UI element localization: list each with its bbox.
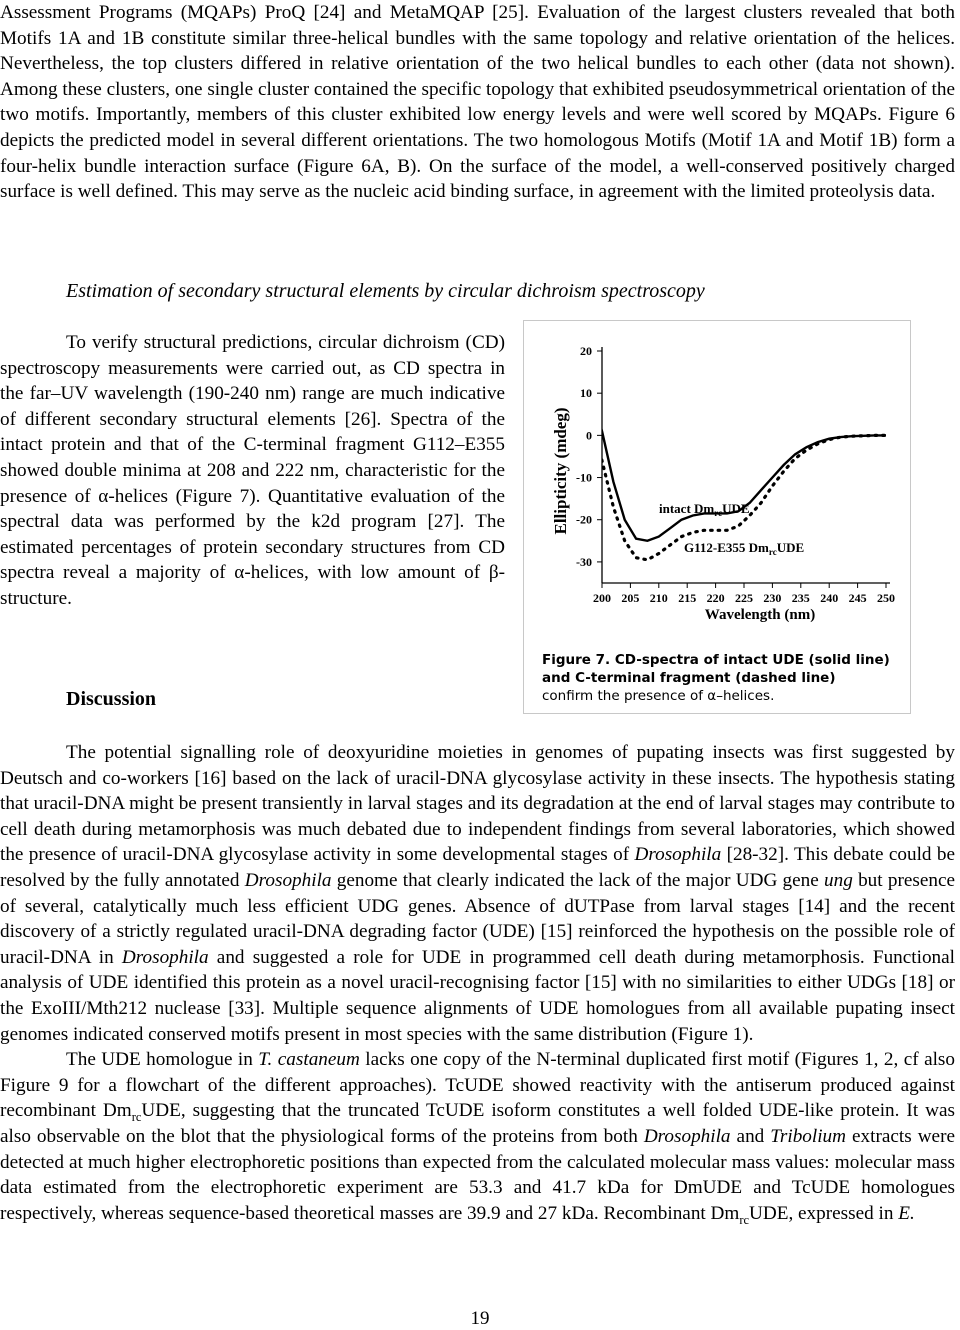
cd-paragraph bbox=[0, 330, 505, 612]
discussion-paragraph-1 bbox=[0, 740, 955, 1047]
x-tick-label: 245 bbox=[848, 591, 867, 605]
y-tick-label: 10 bbox=[580, 386, 592, 401]
x-tick-label: 240 bbox=[820, 591, 839, 605]
x-tick-label: 210 bbox=[649, 591, 668, 605]
d2-text-b: lacks one copy of the N-terminal duplicated first motif (Figures 1, 2, cf also Figure 9 for a flowchart of the different approaches). TcUDE showed reactivity with the antiserum produced against recombinant Dm bbox=[0, 1049, 955, 1122]
d2-tribolium: Tribolium bbox=[770, 1125, 846, 1147]
series-line-fragment bbox=[574, 351, 886, 560]
label-fragment-post: UDE bbox=[776, 540, 805, 555]
y-axis-label: Ellipticity (mdeg) bbox=[551, 407, 570, 535]
d2-text-c: UDE, suggesting that the truncated TcUDE isoform constitutes a well folded UDE-like protein. It was also observable on the blot that the physiological forms of the proteins from both bbox=[0, 1100, 955, 1147]
x-tick-label: 230 bbox=[763, 591, 782, 605]
d1-text-b: [28-32]. This debate could be resolved by the fully annotated bbox=[0, 844, 955, 891]
label-fragment bbox=[684, 540, 804, 557]
d1-ung: ung bbox=[824, 869, 853, 891]
caption-plain: confirm the presence of α–helices. bbox=[542, 688, 775, 704]
d1-text-e: and suggested a role for UDE in programmed cell death during metamorphosis. Functional analysis of UDE identified this protein as a novel uracil-recognising factor [15] with no similarities to either UDGs [18] or the ExoIII/Mth212 nuclease [33]. Multiple sequence alignments of UDE homologues from all available pupating insect genomes indicated conserved motifs present in most species with the same distribution (Figure 1). bbox=[0, 946, 955, 1045]
d1-drosophila-2: Drosophila bbox=[244, 869, 332, 891]
cd-paragraph-text: To verify structural predictions, circular dichroism (CD) spectroscopy measurements were carried out, as CD spectra in the far–UV wavelength (190-240 nm) range are much indicative of different secondary structural elements [26]. Spectra of the intact protein and that of the C-terminal fragment G112–E355 showed double minima at 208 and 222 nm, characteristic for the presence of α-helices (Figure 7). Quantitative evaluation of the spectral data was performed by the k2d program [27]. The estimated percentages of protein secondary structures from CD spectra reveal a majority of α-helices, with low amount of β-structure. bbox=[0, 332, 505, 609]
caption-bold: Figure 7. CD-spectra of intact UDE (solid line) and C-terminal fragment (dashed line) bbox=[542, 652, 890, 686]
y-tick-label: 0 bbox=[586, 428, 592, 443]
x-tick-label: 250 bbox=[877, 591, 895, 605]
x-tick-label: 220 bbox=[706, 591, 725, 605]
x-tick-label: 225 bbox=[735, 591, 753, 605]
x-tick-label: 215 bbox=[678, 591, 697, 605]
y-tick-label: -20 bbox=[576, 512, 592, 527]
d2-text-a: The UDE homologue in bbox=[66, 1049, 259, 1071]
y-tick-label: -10 bbox=[576, 470, 592, 485]
d2-text-e: extracts were detected at much higher electrophoretic positions than expected from the calculated molecular mass values: molecular mass data estimated from the electrophoretic experiment are 53.3 and 41.7 kDa for DmUDE and TcUDE homologues respectively, whereas sequence-based theoretical masses are 39.9 and 27 kDa. Recombinant Dm bbox=[0, 1125, 955, 1224]
section-heading: Estimation of secondary structural elements by circular dichroism spectroscopy bbox=[66, 280, 705, 302]
top-paragraph: Assessment Programs (MQAPs) ProQ [24] and MetaMQAP [25]. Evaluation of the largest clusters revealed that both Motifs 1A and 1B constitute similar three-helical bundles with the same topology and relative orientation of the helices. Nevertheless, the top clusters differed in relative orientation of the two helical bundles to each other (data not shown). Among these clusters, one single cluster contained the specific topology that exhibited pseudosymmetrical orientation of the two motifs. Importantly, members of this cluster exhibited low energy levels and were well scored by MQAPs. Figure 6 depicts the predicted model in several different orientations. The two homologous Motifs (Motif 1A and Motif 1B) form a four-helix bundle interaction surface (Figure 6A, B). On the surface of the model, a well-conserved positively charged surface is well defined. This may serve as the nucleic acid binding surface, in agreement with the limited proteolysis data. bbox=[0, 2, 955, 203]
figure-7 bbox=[523, 320, 911, 714]
d2-text-d: and bbox=[730, 1125, 771, 1147]
cd-spectra-chart bbox=[524, 321, 910, 646]
d1-drosophila-1: Drosophila bbox=[634, 844, 722, 866]
x-tick-label: 200 bbox=[593, 591, 611, 605]
d2-text-f: UDE, expressed in bbox=[749, 1202, 899, 1224]
d1-text-a: The potential signalling role of deoxyuridine moieties in genomes of pupating insects was first suggested by Deutsch and co-workers [16] based on the lack of uracil-DNA glycosylase activity in these insects. The hypothesis stating that uracil-DNA might be present transiently in larval stages and its degradation at the end of larval stages may contribute to cell death during metamorphosis was much debated due to independent findings from several laboratories, which showed the presence of uracil-DNA glycosylase activity in some developmental stages of bbox=[0, 742, 955, 866]
label-intact-pre: intact Dm bbox=[659, 501, 715, 516]
figure-caption bbox=[542, 651, 902, 705]
d2-rc-1: rc bbox=[131, 1110, 142, 1125]
d2-rc-2: rc bbox=[739, 1212, 750, 1227]
x-tick-label: 205 bbox=[621, 591, 640, 605]
d2-drosophila: Drosophila bbox=[643, 1125, 731, 1147]
discussion-heading: Discussion bbox=[66, 688, 157, 710]
label-intact-sub: rc bbox=[714, 508, 723, 518]
d2-e-end: E. bbox=[898, 1202, 915, 1224]
d2-t-castaneum: T. castaneum bbox=[258, 1049, 360, 1071]
label-intact-post: UDE bbox=[722, 501, 750, 516]
label-intact bbox=[659, 501, 750, 518]
x-axis-label: Wavelength (nm) bbox=[704, 607, 816, 623]
x-tick-label: 235 bbox=[791, 591, 810, 605]
y-tick-label: -30 bbox=[576, 554, 592, 569]
discussion-body bbox=[0, 740, 955, 1226]
discussion-paragraph-2 bbox=[0, 1047, 955, 1226]
label-fragment-pre: G112-E355 Dm bbox=[684, 540, 769, 555]
label-fragment-sub: rc bbox=[768, 547, 777, 557]
page-number: 19 bbox=[470, 1308, 490, 1329]
d1-text-c: genome that clearly indicated the lack of the major UDG gene bbox=[331, 869, 825, 891]
d1-drosophila-3: Drosophila bbox=[121, 946, 209, 968]
y-tick-label: 20 bbox=[580, 344, 592, 358]
d1-text-d: but presence of several, catalytically much less efficient UDG genes. Absence of dUTPase from larval stages [14] and the recent discovery of a strictly regulated uracil-DNA degrading factor (UDE) [15] reinforced the hypothesis on the possible role of uracil-DNA in bbox=[0, 869, 955, 968]
